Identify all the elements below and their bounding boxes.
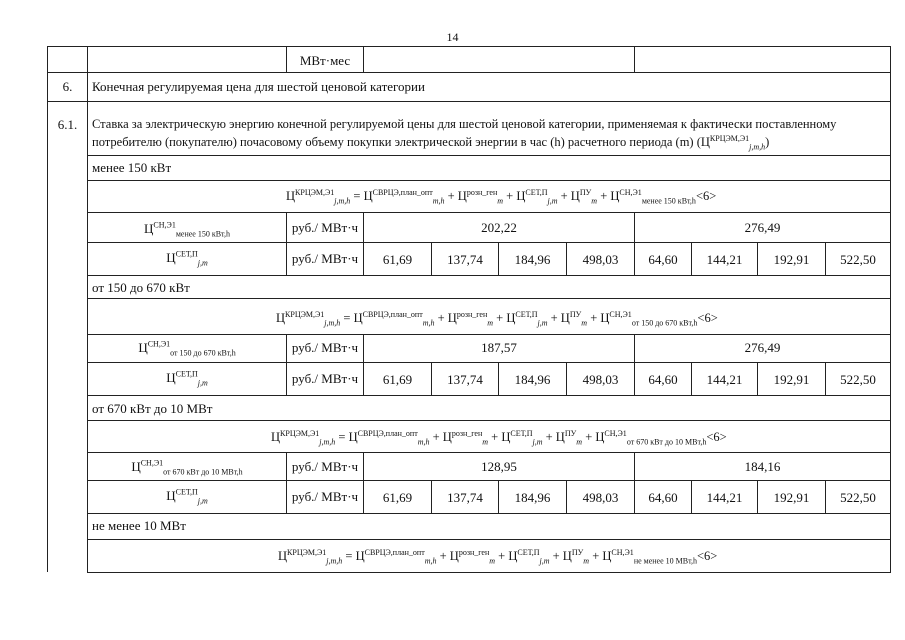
group-3-formula: $Ц^{КРЦЭМ,Э1}_{j,m,h} = Ц^{СВРЦЭ,план\_опт}_{m,h} + Ц^{розн\_ген}_m + Ц^{СЕТ,П}_{j,m} + Ц^{ПУ}_m + Ц^{СН,Э1}_{от 670 кВт до 10 МВт,h}<6>$ bbox=[271, 428, 727, 447]
group-3-value-left: 128,95 bbox=[481, 459, 517, 474]
group-3-net-value-3: 184,96 bbox=[514, 490, 551, 505]
group-1-category-label: $Ц^{СН,Э1}_{менее 150 кВт,h}$ bbox=[144, 220, 230, 239]
group-3-category-label: $Ц^{СН,Э1}_{от 670 кВт до 10 МВт,h}$ bbox=[131, 458, 243, 477]
group-3-unit-2: руб./ МВт·ч bbox=[291, 489, 359, 504]
group-2-net-value-7: 192,91 bbox=[773, 372, 810, 387]
group-2-formula: $Ц^{КРЦЭМ,Э1}_{j,m,h} = Ц^{СВРЦЭ,план\_опт}_{m,h} + Ц^{розн\_ген}_m + Ц^{СЕТ,П}_{j,m} + Ц^{ПУ}_m + Ц^{СН,Э1}_{от 150 до 670 кВт,h}<6>$ bbox=[276, 309, 718, 328]
group-2-net-value-4: 498,03 bbox=[582, 372, 619, 387]
group-3-net-value-5: 64,60 bbox=[648, 490, 678, 505]
section-6-title: Конечная регулируемая цена для шестой ценовой категории bbox=[92, 79, 425, 94]
group-3-net-value-7: 192,91 bbox=[773, 490, 810, 505]
group-1-net-value-1: 61,69 bbox=[382, 252, 413, 267]
group-1-formula: $Ц^{КРЦЭМ,Э1}_{j,m,h} = Ц^{СВРЦЭ,план\_опт}_{m,h} + Ц^{розн\_ген}_m + Ц^{СЕТ,П}_{j,m} + Ц^{ПУ}_m + Ц^{СН,Э1}_{менее 150 кВт,h}<6>$ bbox=[286, 187, 717, 206]
group-1-net-label: $Ц^{СЕТ,П}_{j,m}$ bbox=[166, 249, 208, 268]
group-1-net-value-5: 64,60 bbox=[648, 252, 678, 267]
group-2-net-value-8: 522,50 bbox=[840, 372, 876, 387]
section-6-number: 6. bbox=[62, 79, 73, 94]
group-1-net-value-6: 144,21 bbox=[706, 252, 743, 267]
group-2-net-label: $Ц^{СЕТ,П}_{j,m}$ bbox=[166, 369, 208, 388]
group-3-net-value-1: 61,69 bbox=[382, 490, 413, 505]
top-unit: МВт·мес bbox=[299, 53, 351, 68]
section-6-1-text-line-2: потребителю (покупателю) почасовому объему покупки электрической энергии в час (h) расчетного периода (m) $(Ц^{КРЦЭМ,Э1}_{j,m,h})$ bbox=[92, 133, 770, 152]
group-3-value-right: 184,16 bbox=[744, 459, 781, 474]
group-2-heading: от 150 до 670 кВт bbox=[92, 280, 190, 295]
group-4-formula: $Ц^{КРЦЭМ,Э1}_{j,m,h} = Ц^{СВРЦЭ,план\_опт}_{m,h} + Ц^{розн\_ген}_m + Ц^{СЕТ,П}_{j,m} + Ц^{ПУ}_m + Ц^{СН,Э1}_{не менее 10 МВт,h}<6>$ bbox=[278, 547, 718, 566]
group-1-net-value-8: 522,50 bbox=[840, 252, 876, 267]
group-2-net-value-6: 144,21 bbox=[706, 372, 743, 387]
group-1-value-left: 202,22 bbox=[481, 220, 517, 235]
group-1-unit-2: руб./ МВт·ч bbox=[291, 251, 359, 266]
group-3-net-value-6: 144,21 bbox=[706, 490, 743, 505]
group-2-value-right: 276,49 bbox=[744, 340, 781, 355]
group-2-unit-1: руб./ МВт·ч bbox=[291, 340, 359, 355]
group-3-net-label: $Ц^{СЕТ,П}_{j,m}$ bbox=[166, 487, 208, 506]
group-1-net-value-4: 498,03 bbox=[582, 252, 619, 267]
section-6-1-text-line-1: Ставка за электрическую энергию конечной регулируемой цены для шестой ценовой категории, применяемая к фактически поставленному bbox=[92, 117, 837, 131]
group-3-net-value-4: 498,03 bbox=[582, 490, 619, 505]
group-2-net-value-3: 184,96 bbox=[514, 372, 551, 387]
group-4-heading: не менее 10 МВт bbox=[92, 518, 186, 533]
page-number: 14 bbox=[446, 30, 459, 44]
group-3-heading: от 670 кВт до 10 МВт bbox=[92, 401, 213, 416]
group-2-net-value-1: 61,69 bbox=[382, 372, 413, 387]
group-1-value-right: 276,49 bbox=[744, 220, 781, 235]
group-2-value-left: 187,57 bbox=[481, 340, 517, 355]
group-1-net-value-2: 137,74 bbox=[447, 252, 483, 267]
group-3-net-value-8: 522,50 bbox=[840, 490, 876, 505]
group-2-net-value-2: 137,74 bbox=[447, 372, 483, 387]
group-3-net-value-2: 137,74 bbox=[447, 490, 483, 505]
section-6-1-number: 6.1. bbox=[57, 117, 78, 132]
group-2-unit-2: руб./ МВт·ч bbox=[291, 371, 359, 386]
group-1-unit-1: руб./ МВт·ч bbox=[291, 220, 359, 235]
group-2-category-label: $Ц^{СН,Э1}_{от 150 до 670 кВт,h}$ bbox=[138, 339, 236, 358]
group-3-unit-1: руб./ МВт·ч bbox=[291, 459, 359, 474]
group-2-net-value-5: 64,60 bbox=[648, 372, 678, 387]
group-1-net-value-7: 192,91 bbox=[773, 252, 810, 267]
group-1-heading: менее 150 кВт bbox=[92, 160, 172, 175]
group-1-net-value-3: 184,96 bbox=[514, 252, 551, 267]
